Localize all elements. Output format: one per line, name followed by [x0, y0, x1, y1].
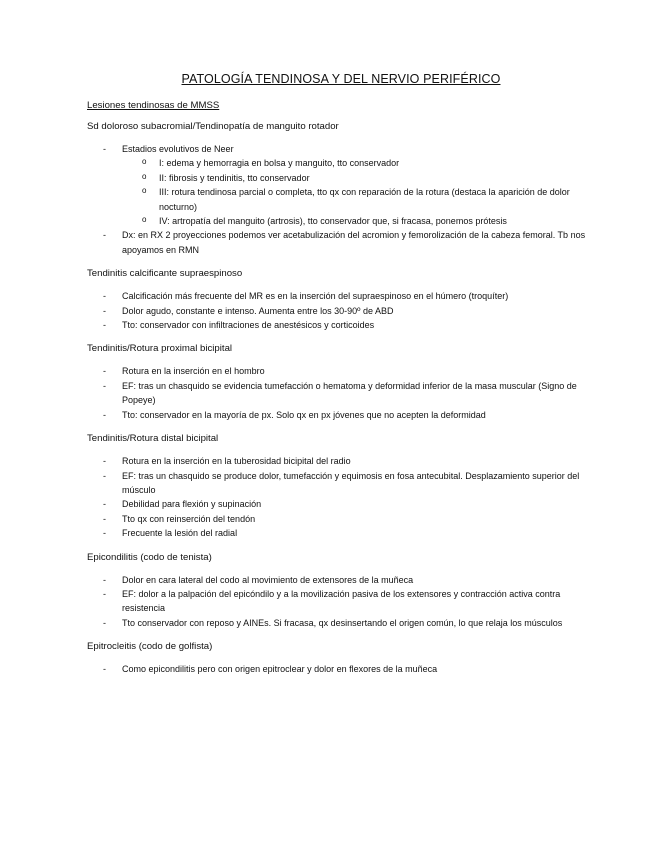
list-item-text: Tto conservador con reposo y AINEs. Si fracasa, qx desinsertando el origen común, lo que relaja los músculos	[122, 617, 563, 628]
list-item	[87, 228, 595, 257]
sub-list-item: o IV: artropatía del manguito (artrosis), tto conservador que, si fracasa, ponemos prótesis	[122, 214, 595, 228]
list-item-text: Frecuente la lesión del radial	[122, 528, 238, 539]
list-item-text: Dolor en cara lateral del codo al movimiento de extensores de la muñeca	[122, 574, 414, 585]
list-item	[87, 379, 595, 408]
list-item	[87, 364, 595, 378]
sub-list-item: o I: edema y hemorragia en bolsa y manguito, tto conservador	[122, 156, 595, 170]
list-item	[87, 289, 595, 303]
list-item	[87, 454, 595, 468]
list-item	[87, 318, 595, 332]
section-heading: Lesiones tendinosas de MMSS	[87, 100, 220, 111]
list-item	[87, 469, 595, 498]
list-item	[87, 497, 595, 511]
bullet-list	[87, 662, 595, 676]
topic-heading: Epitrocleitis (codo de golfista)	[87, 641, 213, 653]
list-item-text: Tto: conservador con infiltraciones de anestésicos y corticoides	[122, 320, 375, 331]
bullet-list	[87, 142, 595, 257]
topic-heading: Sd doloroso subacromial/Tendinopatía de manguito rotador	[87, 121, 339, 132]
document-title: PATOLOGÍA TENDINOSA Y DEL NERVIO PERIFÉRICO	[181, 72, 501, 86]
sub-list-item: o III: rotura tendinosa parcial o completa, tto qx con reparación de la rotura (destaca la aparición de dolor nocturno)	[122, 185, 595, 214]
list-item-text: Dx: en RX 2 proyecciones podemos ver acetabulización del acromion y femorolización de la cabeza femoral. Tb nos apoyamos en RMN	[122, 230, 586, 255]
list-item	[87, 587, 595, 616]
list-item	[87, 142, 595, 228]
bullet-list	[87, 289, 595, 332]
bullet-list	[87, 454, 595, 540]
list-item-text: EF: tras un chasquido se produce dolor, tumefacción y equimosis en fosa antecubital. Desplazamiento superior del músculo	[122, 470, 580, 495]
topic-heading: Tendinitis/Rotura distal bicipital	[87, 433, 219, 445]
list-item-text: Rotura en la inserción en el hombro	[122, 366, 265, 377]
list-item-text: Tto: conservador en la mayoría de px. Solo qx en px jóvenes que no acepten la deformidad	[122, 409, 486, 420]
bullet-list	[87, 573, 595, 631]
list-item-text: Calcificación más frecuente del MR es en la inserción del supraespinoso en el húmero (troquíter)	[122, 291, 509, 302]
sub-list	[122, 156, 595, 228]
list-item	[87, 616, 595, 630]
content-blocks	[87, 121, 595, 677]
topic-heading: Tendinitis/Rotura proximal bicipital	[87, 343, 233, 355]
list-item	[87, 408, 595, 422]
list-item-text: Debilidad para flexión y supinación	[122, 499, 262, 510]
sub-list-item: o II: fibrosis y tendinitis, tto conservador	[122, 171, 595, 185]
list-item-text: EF: dolor a la palpación del epicóndilo y a la movilización pasiva de los extensores y contracción activa contra resistencia	[122, 588, 561, 614]
list-item	[87, 512, 595, 526]
list-item-text: EF: tras un chasquido se evidencia tumefacción o hematoma y deformidad inferior de la masa muscular (Signo de Popeye)	[122, 380, 577, 406]
list-item	[87, 304, 595, 318]
list-item-text: Dolor agudo, constante e intenso. Aumenta entre los 30-90º de ABD	[122, 305, 394, 316]
list-item-text: Como epicondilitis pero con origen epitroclear y dolor en flexores de la muñeca	[122, 664, 438, 675]
list-item-text: Rotura en la inserción en la tuberosidad bicipital del radio	[122, 456, 351, 467]
list-item-text: Estadios evolutivos de Neer	[122, 144, 234, 154]
list-item-text: Tto qx con reinserción del tendón	[122, 513, 256, 524]
topic-heading: Tendinitis calcificante supraespinoso	[87, 268, 243, 280]
list-item	[87, 662, 595, 676]
topic-heading: Epicondilitis (codo de tenista)	[87, 551, 212, 563]
list-item	[87, 526, 595, 540]
list-item	[87, 573, 595, 587]
bullet-list	[87, 364, 595, 422]
